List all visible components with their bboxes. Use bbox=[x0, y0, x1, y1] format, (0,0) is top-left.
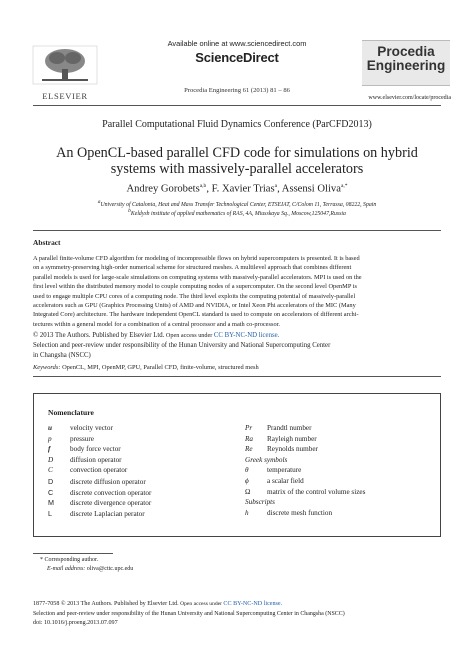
nomenclature-desc: body force vector bbox=[70, 445, 121, 454]
footnote-rule bbox=[33, 553, 113, 554]
paper-title-line2: systems with massively-parallel accelerators bbox=[110, 161, 364, 177]
elsevier-wordmark: ELSEVIER bbox=[42, 91, 88, 101]
nomenclature-row bbox=[245, 466, 435, 477]
nomenclature-symbol: C bbox=[48, 487, 54, 497]
elsevier-logo bbox=[32, 45, 98, 101]
abstract-top-rule bbox=[33, 230, 441, 231]
subscripts-heading bbox=[245, 498, 435, 509]
footnote-corresponding-text: Corresponding author. bbox=[44, 557, 99, 563]
copyright-line bbox=[33, 332, 441, 339]
author-oliva: , Assensi Oliva bbox=[277, 183, 341, 195]
footer-license-link[interactable]: CC BY-NC-ND license. bbox=[223, 601, 283, 607]
nomenclature-row bbox=[245, 488, 435, 499]
affiliation-a bbox=[33, 199, 441, 208]
header-rule bbox=[33, 105, 441, 106]
nomenclature-heading: Nomenclature bbox=[48, 408, 94, 417]
nomenclature-row bbox=[48, 445, 238, 456]
author-gorobets: Andrey Gorobets bbox=[126, 183, 200, 195]
nomenclature-row bbox=[245, 445, 435, 456]
author-trias-affil: a bbox=[274, 183, 278, 189]
greek-symbols-heading-text: Greek symbols bbox=[245, 455, 288, 464]
nomenclature-symbol: Re bbox=[245, 445, 253, 454]
nomenclature-symbol: ϕ bbox=[245, 476, 249, 485]
license-link[interactable]: CC BY-NC-ND license. bbox=[213, 332, 280, 339]
email-address[interactable]: oliva@cttc.upc.edu bbox=[85, 566, 134, 572]
affiliation-b-mark: b bbox=[128, 208, 131, 214]
subscripts-heading-text: Subscripts bbox=[245, 498, 275, 507]
selection-line2: in Changsha (NSCC) bbox=[33, 352, 91, 359]
footnote-corresponding bbox=[40, 557, 98, 563]
nomenclature-symbol: D bbox=[48, 476, 54, 486]
nomenclature-row bbox=[245, 477, 435, 488]
nomenclature-desc: discrete divergence operator bbox=[70, 499, 152, 508]
greek-symbols-heading bbox=[245, 456, 435, 467]
nomenclature-desc: Rayleigh number bbox=[267, 434, 317, 443]
nomenclature-desc: diffusion operator bbox=[70, 455, 122, 464]
journal-citation: Procedia Engineering 61 (2013) 81 – 86 bbox=[184, 87, 290, 94]
nomenclature-desc: pressure bbox=[70, 434, 94, 443]
copyright-text: © 2013 The Authors. Published by Elsevier Ltd. bbox=[33, 332, 165, 339]
abstract-line: tectures within a general model for a combination of a central processor and a math co-processor. bbox=[33, 320, 280, 328]
author-list bbox=[33, 183, 441, 195]
nomenclature-symbol: u bbox=[48, 424, 52, 432]
available-online-text: Available online at www.sciencedirect.com bbox=[167, 39, 307, 48]
nomenclature-desc: Reynolds number bbox=[267, 445, 318, 454]
nomenclature-desc: convection operator bbox=[70, 466, 128, 475]
nomenclature-row bbox=[245, 424, 435, 435]
nomenclature-symbol: p bbox=[48, 434, 52, 443]
keywords-text: OpenCL, MPI, OpenMP, GPU, Parallel CFD, finite-volume, structured mesh bbox=[60, 364, 259, 371]
author-trias: , F. Xavier Trias bbox=[206, 183, 275, 195]
nomenclature-row bbox=[48, 488, 238, 499]
nomenclature-desc: velocity vector bbox=[70, 424, 113, 432]
paper-title-line1: An OpenCL-based parallel CFD code for simulations on hybrid bbox=[56, 145, 418, 161]
keywords-label: Keywords: bbox=[33, 364, 61, 371]
nomenclature-row bbox=[245, 509, 435, 520]
open-access-text: Open access under bbox=[164, 332, 214, 339]
nomenclature-row bbox=[48, 424, 238, 435]
nomenclature-row bbox=[48, 466, 238, 477]
nomenclature-row bbox=[48, 435, 238, 446]
selection-line1: Selection and peer-review under responsibility of the Hunan University and National Supercomputing Center bbox=[33, 342, 331, 349]
author-gorobets-affil: a,b bbox=[199, 183, 207, 189]
journal-title-line2: Engineering bbox=[366, 58, 446, 73]
nomenclature-left-column bbox=[48, 424, 238, 519]
nomenclature-right-column bbox=[245, 424, 435, 519]
nomenclature-symbol: C bbox=[48, 466, 53, 475]
sciencedirect-logo: ScienceDirect bbox=[195, 50, 279, 65]
footer-selection: Selection and peer-review under responsibility of the Hunan University and National Supercomputing Center in Changsha (NSCC) bbox=[33, 611, 345, 617]
journal-url[interactable]: www.elsevier.com/locate/procedia bbox=[368, 95, 451, 101]
affiliation-b-text: Keldysh institute of applied mathematics of RAS, 4A, Miusskaya Sq., Moscow,125047,Russia bbox=[130, 210, 346, 217]
nomenclature-desc: discrete Laplacian perator bbox=[70, 509, 145, 518]
abstract-bottom-rule bbox=[33, 376, 441, 377]
nomenclature-symbol: Ω bbox=[245, 487, 251, 496]
journal-title-line1: Procedia bbox=[377, 44, 435, 59]
nomenclature-desc: discrete diffusion operator bbox=[70, 477, 146, 486]
abstract-line: accelerators such as GPU (Graphics Processing Units) of AMD and NVIDIA, or Intel Xeon Phi accelerators of the MIC (Many bbox=[33, 302, 356, 310]
elsevier-tree-icon bbox=[32, 45, 98, 85]
issn-text: 1877-7058 © 2013 The Authors. Published by Elsevier Ltd. bbox=[33, 601, 179, 607]
nomenclature-symbol: f bbox=[48, 445, 51, 454]
conference-name: Parallel Computational Fluid Dynamics Conference (ParCFD2013) bbox=[102, 119, 372, 130]
abstract-line: parallel models is used for large-scale simulations on computing systems with massively-parallel accelerators. MPI is used on the bbox=[33, 273, 362, 281]
nomenclature-desc: temperature bbox=[267, 466, 302, 475]
abstract-heading: Abstract bbox=[33, 238, 61, 247]
nomenclature-symbol: M bbox=[48, 498, 54, 508]
nomenclature-symbol: Ra bbox=[245, 434, 253, 443]
affiliation-b bbox=[33, 208, 441, 217]
nomenclature-desc: Prandtl number bbox=[267, 424, 312, 432]
abstract-line: Integrated Core) architecture. The hardware independent OpenCL standard is used to compute on accelerators of different archi- bbox=[33, 311, 359, 319]
footer-open-access: Open access under bbox=[178, 601, 224, 607]
footnote-mark: * bbox=[40, 557, 43, 563]
footer-doi[interactable]: doi: 10.1016/j.proeng.2013.07.097 bbox=[33, 620, 118, 626]
abstract-line: A parallel finite-volume CFD algorithm for modeling of incompressible flows on hybrid supercomputers is presented. It is based bbox=[33, 255, 360, 262]
nomenclature-row bbox=[48, 456, 238, 467]
nomenclature-desc: discrete convection operator bbox=[70, 488, 152, 497]
nomenclature-desc: matrix of the control volume sizes bbox=[267, 487, 366, 496]
nomenclature-symbol: θ bbox=[245, 466, 249, 475]
nomenclature-row bbox=[245, 435, 435, 446]
affiliation-a-text: University of Catalonia, Heat and Mass Transfer Technological Center, ETSEIAT, C/Colom 11, Terrassa, 08222, Spain bbox=[100, 201, 377, 208]
abstract-line: used to engage multiple CPU cores of a computing node. The third level exploits the computing potential of massively-parallel bbox=[33, 292, 356, 300]
nomenclature-symbol: L bbox=[48, 508, 52, 518]
abstract-line: first level within the distributed memory model to couple computing nodes of a supercomputer. On the second level OpenMP is bbox=[33, 283, 357, 291]
nomenclature-desc: a scalar field bbox=[267, 476, 304, 485]
journal-cover-box bbox=[362, 40, 450, 86]
footnote-email bbox=[47, 566, 133, 572]
nomenclature-row bbox=[48, 498, 238, 509]
abstract-line: on a symmetry-preserving high-order numerical scheme for structured meshes. A multilevel approach that combines different bbox=[33, 264, 352, 272]
email-label: E-mail address: bbox=[47, 566, 86, 572]
nomenclature-symbol: Pr bbox=[245, 424, 253, 432]
nomenclature-row bbox=[48, 477, 238, 488]
keywords-line bbox=[33, 364, 441, 371]
footer-issn bbox=[33, 601, 441, 607]
nomenclature-row bbox=[48, 509, 238, 520]
affiliation-a-mark: a bbox=[97, 199, 101, 205]
author-oliva-affil: a,* bbox=[340, 183, 348, 189]
nomenclature-desc: discrete mesh function bbox=[267, 508, 333, 517]
abstract-body bbox=[33, 254, 441, 329]
nomenclature-symbol: h bbox=[245, 508, 249, 517]
nomenclature-symbol: D bbox=[48, 455, 54, 464]
